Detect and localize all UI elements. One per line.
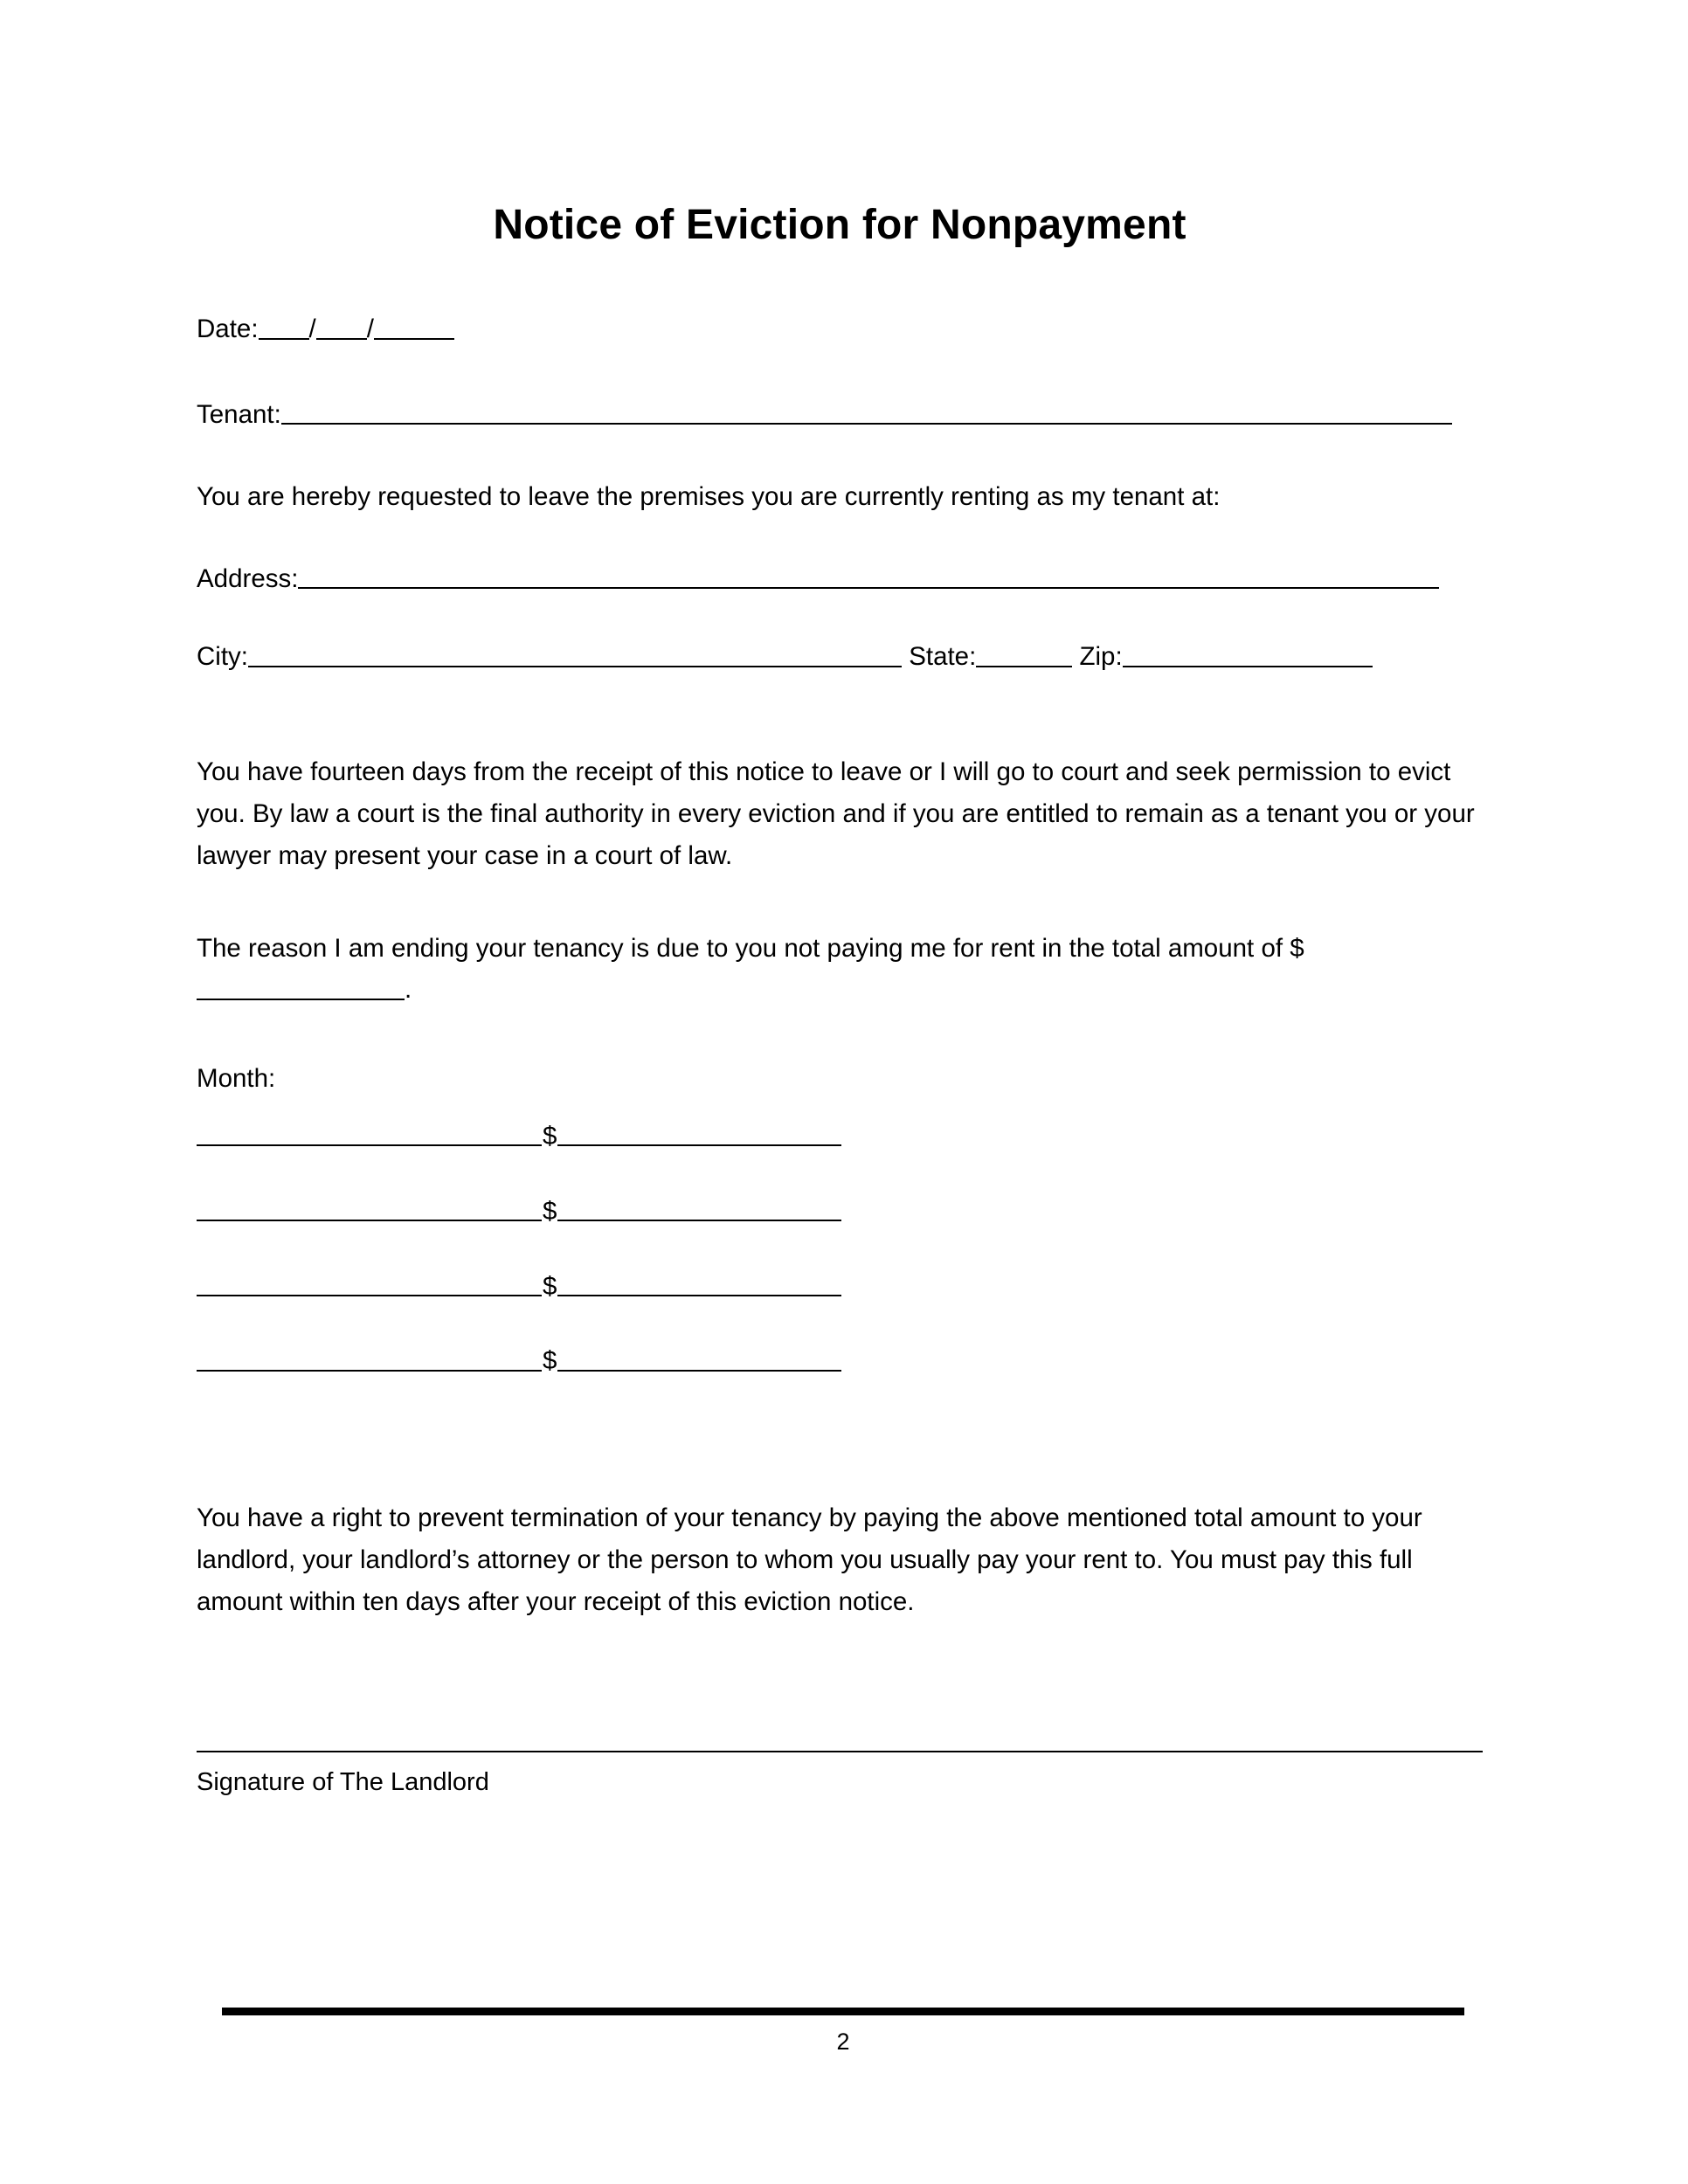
total-amount-blank[interactable] xyxy=(197,975,405,1000)
intro-paragraph: You are hereby requested to leave the premises you are currently renting as my tenant at: xyxy=(197,481,1221,511)
month-amount-blank[interactable] xyxy=(557,1346,841,1372)
date-separator-1: / xyxy=(308,314,316,344)
spacer xyxy=(197,432,1483,476)
currency-symbol: $ xyxy=(543,1121,557,1151)
month-amount-row xyxy=(197,1119,1483,1154)
spacer xyxy=(197,1096,1483,1119)
page-title: Notice of Eviction for Nonpayment xyxy=(493,202,1186,248)
city-label: City: xyxy=(197,642,248,672)
currency-symbol: $ xyxy=(543,1346,557,1376)
tenant-label: Tenant: xyxy=(197,400,281,429)
spacer xyxy=(197,249,1483,312)
spacer xyxy=(197,1303,1483,1344)
zip-label: Zip: xyxy=(1079,642,1123,672)
city-blank[interactable] xyxy=(248,642,902,667)
zip-blank[interactable] xyxy=(1123,642,1373,667)
spacer xyxy=(197,518,1483,562)
spacer xyxy=(197,1229,1483,1269)
date-day-blank[interactable] xyxy=(316,314,367,339)
rights-paragraph: You have a right to prevent termination of your tenancy by paying the above mentioned total amount to your landlord, your landlord’s attorney or the person to whom you usually pay your rent to. You must pay this full amount within ten days after your receipt of this eviction notice. xyxy=(197,1503,1422,1616)
date-field-row xyxy=(197,312,1483,347)
address-field-row xyxy=(197,562,1483,597)
currency-symbol: $ xyxy=(543,1196,557,1226)
signature-caption: Signature of The Landlord xyxy=(197,1767,489,1796)
spacer xyxy=(197,1623,1483,1751)
document-body xyxy=(197,0,1483,1800)
city-state-zip-row xyxy=(197,639,1483,674)
page-footer xyxy=(222,2008,1464,2056)
tenant-field-row xyxy=(197,397,1483,432)
month-amount-row xyxy=(197,1344,1483,1379)
reason-text: The reason I am ending your tenancy is due to you not paying me for rent in the total amount xyxy=(197,933,1255,963)
reason-paragraph xyxy=(197,928,1483,1012)
tenant-name-blank[interactable] xyxy=(281,399,1452,425)
currency-symbol: $ xyxy=(543,1271,557,1301)
address-blank[interactable] xyxy=(298,563,1439,589)
month-name-blank[interactable] xyxy=(197,1196,542,1221)
spacer xyxy=(197,1379,1483,1497)
address-label: Address: xyxy=(197,563,299,593)
notice-paragraph: You have fourteen days from the receipt of this notice to leave or I will go to court and seek permission to evict you. By law a court is the final authority in every eviction and if you are entitled to remain as a tenant you or your lawyer may present your case in a court of law. xyxy=(197,757,1475,870)
spacer xyxy=(197,1154,1483,1194)
month-name-blank[interactable] xyxy=(197,1121,542,1146)
month-amount-blank[interactable] xyxy=(557,1271,841,1296)
date-month-blank[interactable] xyxy=(259,314,309,339)
spacer xyxy=(197,877,1483,928)
state-label: State: xyxy=(909,642,977,672)
reason-amount-prefix: of $ xyxy=(1261,933,1304,963)
page-number: 2 xyxy=(836,2028,850,2055)
reason-amount-suffix: . xyxy=(405,975,412,1005)
spacer xyxy=(197,674,1483,751)
date-separator-2: / xyxy=(366,314,374,344)
spacer xyxy=(197,1011,1483,1061)
spacer xyxy=(197,347,1483,397)
month-amount-row xyxy=(197,1269,1483,1304)
month-amount-blank[interactable] xyxy=(557,1121,841,1146)
month-name-blank[interactable] xyxy=(197,1346,542,1372)
month-amount-row xyxy=(197,1194,1483,1229)
spacer xyxy=(197,596,1483,639)
footer-divider xyxy=(222,2008,1464,2015)
month-name-blank[interactable] xyxy=(197,1271,542,1296)
date-year-blank[interactable] xyxy=(374,314,454,339)
month-amount-list xyxy=(197,1119,1483,1379)
month-section-label: Month: xyxy=(197,1064,276,1094)
state-blank[interactable] xyxy=(976,642,1072,667)
date-label: Date: xyxy=(197,314,259,344)
month-amount-blank[interactable] xyxy=(557,1196,841,1221)
